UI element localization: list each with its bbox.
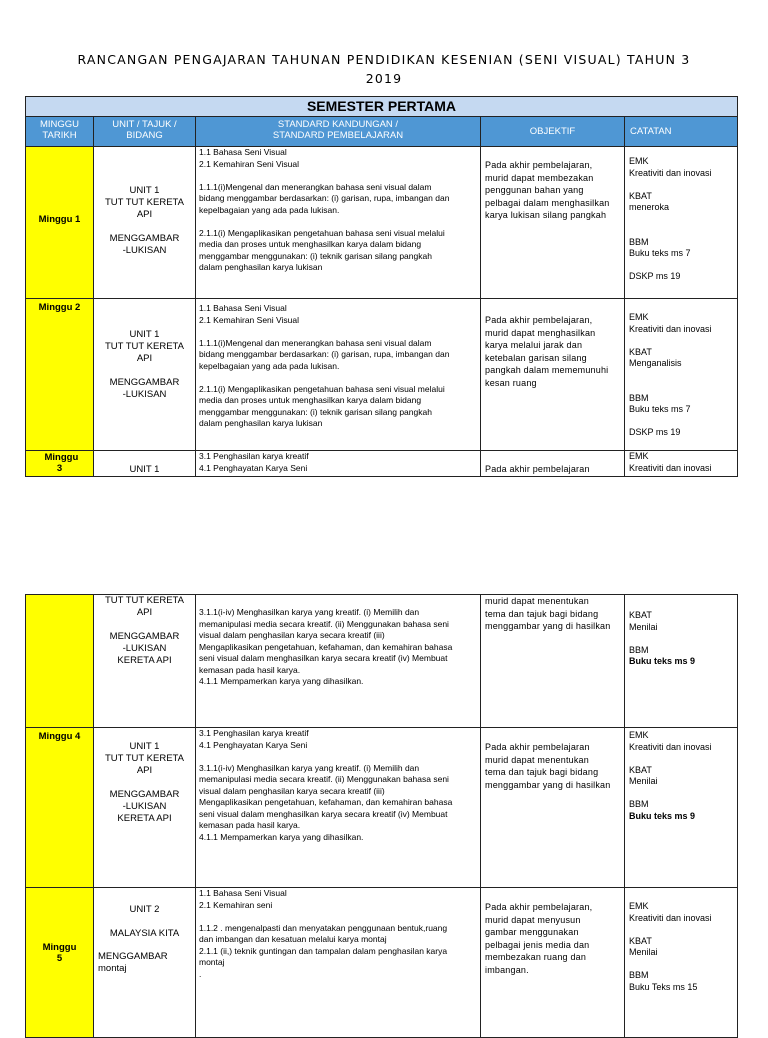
objektif-cell: Pada akhir pembelajaran murid dapat menentukan tema dan tajuk bagi bidang menggambar yang di hasilkan <box>481 728 625 888</box>
semester-heading: SEMESTER PERTAMA <box>26 97 738 117</box>
week-cell: Minggu 2 <box>26 299 94 451</box>
lesson-plan-table-1 <box>25 96 738 477</box>
standard-cell: 3.1 Penghasilan karya kreatif 4.1 Penghayatan Karya Seni <box>196 451 481 477</box>
unit-cell: UNIT 2 MALAYSIA KITA MENGGAMBAR montaj <box>94 888 196 1038</box>
standard-cell: 3.1.1(i-iv) Menghasilkan karya yang kreatif. (i) Memilih dan memanipulasi media secara kreatif. (ii) Menggunakan bahasa seni visual dalam penghasilan karya secara kreatif (iii) Mengaplikasikan pengetahuan, kefahaman, dan kemahiran bahasa seni visual dalam menghasilkan karya secara kreatif (iv) Membuat kemasan pada hasil karya. 4.1.1 Mempamerkan karya yang dihasilkan. <box>196 595 481 728</box>
col-header-unit: UNIT / TAJUK / BIDANG <box>94 117 196 147</box>
lesson-plan-table-2 <box>25 594 738 1038</box>
catatan-cell: KBAT Menilai BBM Buku teks ms 9 <box>625 595 738 728</box>
catatan-cell: EMK Kreativiti dan inovasi KBAT Menilai BBM Buku teks ms 9 <box>625 728 738 888</box>
unit-cell: UNIT 1 TUT TUT KERETA API MENGGAMBAR -LUKISAN KERETA API <box>94 728 196 888</box>
catatan-cell: EMK Kreativiti dan inovasi KBAT Menilai BBM Buku Teks ms 15 <box>625 888 738 1038</box>
table-row <box>26 299 738 451</box>
catatan-cell: EMK Kreativiti dan inovasi KBAT Menganalisis BBM Buku teks ms 7 DSKP ms 19 <box>625 299 738 451</box>
col-header-standard: STANDARD KANDUNGAN / STANDARD PEMBELAJARAN <box>196 117 481 147</box>
week-cell <box>26 595 94 728</box>
col-header-minggu: MINGGU TARIKH <box>26 117 94 147</box>
standard-cell: 1.1 Bahasa Seni Visual 2.1 Kemahiran seni 1.1.2 . mengenalpasti dan menyatakan penggunaan bentuk,ruang dan imbangan dan kesatuan melalui karya montaj 2.1.1 (ii,) teknik guntingan dan tampalan dalam penghasilan karya montaj . <box>196 888 481 1038</box>
objektif-cell: murid dapat menentukan tema dan tajuk bagi bidang menggambar yang di hasilkan <box>481 595 625 728</box>
col-header-catatan: CATATAN <box>625 117 738 147</box>
week-cell: Minggu 1 <box>26 147 94 299</box>
unit-cell: UNIT 1 <box>94 451 196 477</box>
col-header-objektif: OBJEKTIF <box>481 117 625 147</box>
unit-cell: UNIT 1 TUT TUT KERETA API MENGGAMBAR -LUKISAN <box>94 299 196 451</box>
objektif-cell: Pada akhir pembelajaran <box>481 451 625 477</box>
table-row <box>26 147 738 299</box>
catatan-cell: EMK Kreativiti dan inovasi KBAT meneroka BBM Buku teks ms 7 DSKP ms 19 <box>625 147 738 299</box>
objektif-cell: Pada akhir pembelajaran, murid dapat menghasilkan karya melalui jarak dan ketebalan garisan silang pangkah dalam mememunuhi kesan ruang <box>481 299 625 451</box>
table-row <box>26 451 738 477</box>
week-cell: Minggu 5 <box>26 888 94 1038</box>
table-row <box>26 728 738 888</box>
unit-cell: UNIT 1 TUT TUT KERETA API MENGGAMBAR -LUKISAN <box>94 147 196 299</box>
title-line-2: 2019 <box>365 71 403 86</box>
week-cell: Minggu 3 <box>26 451 94 477</box>
standard-cell: 3.1 Penghasilan karya kreatif 4.1 Penghayatan Karya Seni 3.1.1(i-iv) Menghasilkan karya yang kreatif. (i) Memilih dan memanipulasi media secara kreatif. (ii) Menggunakan bahasa seni visual dalam penghasilan karya secara kreatif (iii) Mengaplikasikan pengetahuan, kefahaman, dan kemahiran bahasa seni visual dalam menghasilkan karya secara kreatif (iv) Membuat kemasan pada hasil karya. 4.1.1 Mempamerkan karya yang dihasilkan. <box>196 728 481 888</box>
document-title <box>40 50 728 88</box>
week-cell: Minggu 4 <box>26 728 94 888</box>
standard-cell: 1.1 Bahasa Seni Visual 2.1 Kemahiran Seni Visual 1.1.1(i)Mengenal dan menerangkan bahasa seni visual dalam bidang menggambar berdasarkan: (i) garisan, rupa, imbangan dan kepelbagaian yang ada pada lukisan. 2.1.1(i) Mengaplikasikan pengetahuan bahasa seni visual melalui media dan proses untuk menghasilkan karya dalam bidang menggambar menggunakan: (i) teknik garisan silang pangkah dalam penghasilan karya lukisan <box>196 147 481 299</box>
objektif-cell: Pada akhir pembelajaran, murid dapat membezakan penggunan bahan yang pelbagai dalam menghasilkan karya lukisan silang pangkah <box>481 147 625 299</box>
objektif-cell: Pada akhir pembelajaran, murid dapat menyusun gambar menggunakan pelbagai jenis media dan membezakan ruang dan imbangan. <box>481 888 625 1038</box>
title-line-1: RANCANGAN PENGAJARAN TAHUNAN PENDIDIKAN KESENIAN (SENI VISUAL) TAHUN 3 <box>77 52 691 67</box>
catatan-cell: EMK Kreativiti dan inovasi <box>625 451 738 477</box>
table-row <box>26 888 738 1038</box>
table-row <box>26 595 738 728</box>
unit-cell: TUT TUT KERETA API MENGGAMBAR -LUKISAN KERETA API <box>94 595 196 728</box>
standard-cell: 1.1 Bahasa Seni Visual 2.1 Kemahiran Seni Visual 1.1.1(i)Mengenal dan menerangkan bahasa seni visual dalam bidang menggambar berdasarkan: (i) garisan, rupa, imbangan dan kepelbagaian yang ada pada lukisan. 2.1.1(i) Mengaplikasikan pengetahuan bahasa seni visual melalui media dan proses untuk menghasilkan karya dalam bidang menggambar menggunakan: (i) teknik garisan silang pangkah dalam penghasilan karya lukisan <box>196 299 481 451</box>
